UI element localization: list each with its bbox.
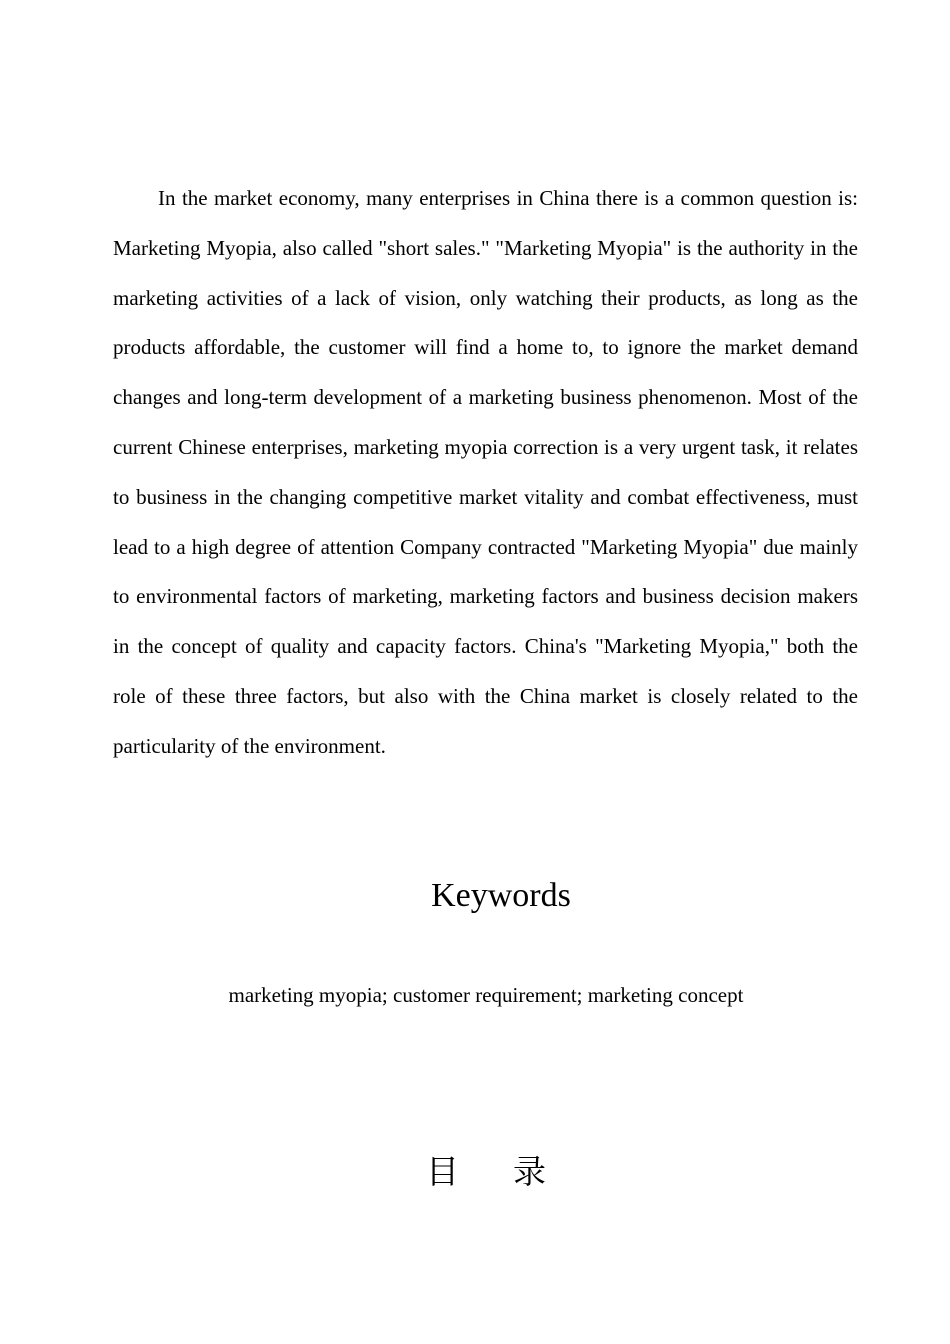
keywords-list: marketing myopia; customer requirement; marketing concept [228, 983, 744, 1007]
keywords-heading: Keywords [431, 877, 571, 914]
toc-heading: 目录 [426, 1152, 600, 1191]
abstract-paragraph: In the market economy, many enterprises in China there is a common question is: Marketing Myopia, also called "short sales." "Marketing Myopia" is the authority in the marketing activities of a lack of vision, only watching their products, as long as the products affordable, the customer will find a home to, to ignore the market demand changes and long-term development of a marketing business phenomenon. Most of the current Chinese enterprises, marketing myopia correction is a very urgent task, it relates to business in the changing competitive market vitality and combat effectiveness, must lead to a high degree of attention Company contracted "Marketing Myopia" due mainly to environmental factors of marketing, marketing factors and business decision makers in the concept of quality and capacity factors. China's "Marketing Myopia," both the role of these three factors, but also with the China market is closely related to the particularity of the environment. [113, 186, 858, 758]
